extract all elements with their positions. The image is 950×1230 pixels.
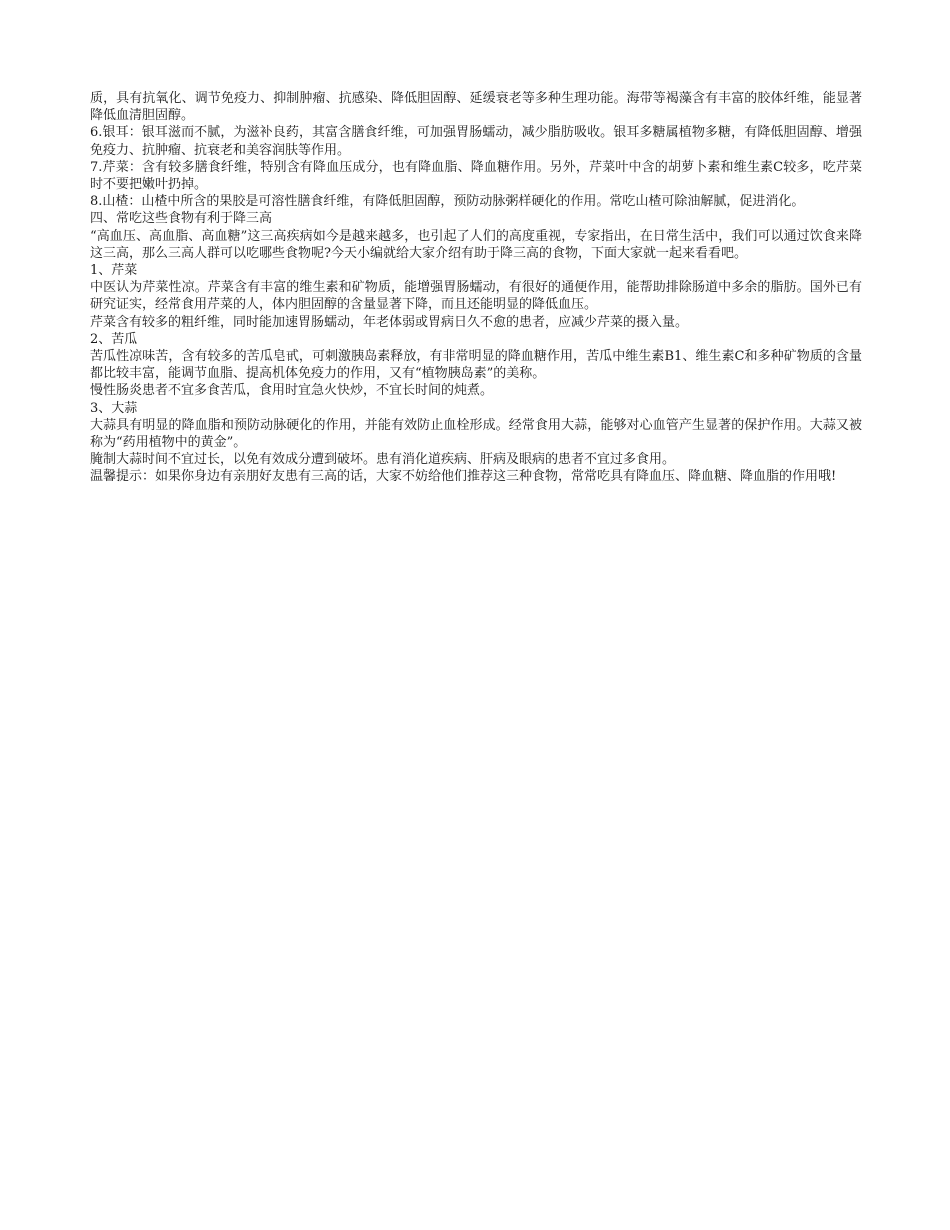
subheading-garlic: 3、大蒜 (90, 400, 138, 416)
paragraph-item-7-celery: 7.芹菜：含有较多膳食纤维，特别含有降血压成分，也有降血脂、降血糖作用。另外，芹菜叶中含的胡萝卜素和维生素C较多，吃芹菜时不要把嫩叶扔掉。 (90, 159, 862, 193)
paragraph-bitter-melon-benefits: 苦瓜性凉味苦，含有较多的苦瓜皂甙，可刺激胰岛素释放，有非常明显的降血糖作用，苦瓜中维生素B1、维生素C和多种矿物质的含量都比较丰富，能调节血脂、提高机体免疫力的作用，又有“植物胰岛素”的美称。 (90, 349, 862, 382)
paragraph-item-8-hawthorn: 8.山楂：山楂中所含的果胶是可溶性膳食纤维，有降低胆固醇，预防动脉粥样硬化的作用。常吃山楂可除油解腻，促进消化。 (90, 194, 805, 210)
paragraph-continuation: 质，具有抗氧化、调节免疫力、抑制肿瘤、抗感染、降低胆固醇、延缓衰老等多种生理功能。海带等褐藻含有丰富的胶体纤维，能显著降低血清胆固醇。 (90, 91, 862, 124)
paragraph-celery-benefits: 中医认为芹菜性凉。芹菜含有丰富的维生素和矿物质，能增强胃肠蠕动，有很好的通便作用，能帮助排除肠道中多余的脂肪。国外已有研究证实，经常食用芹菜的人，体内胆固醇的含量显著下降，而且还能明显的降低血压。 (90, 280, 862, 313)
paragraph-celery-caution: 芹菜含有较多的粗纤维，同时能加速胃肠蠕动，年老体弱或胃病日久不愈的患者，应减少芹菜的摄入量。 (90, 314, 689, 330)
paragraph-garlic-benefits: 大蒜具有明显的降血脂和预防动脉硬化的作用，并能有效防止血栓形成。经常食用大蒜，能够对心血管产生显著的保护作用。大蒜又被称为“药用植物中的黄金”。 (90, 417, 862, 451)
paragraph-intro: “高血压、高血脂、高血糖”这三高疾病如今是越来越多，也引起了人们的高度重视，专家指出，在日常生活中，我们可以通过饮食来降这三高，那么三高人群可以吃哪些食物呢?今天小编就给大家介绍有助于降三高的食物，下面大家就一起来看看吧。 (90, 228, 862, 261)
subheading-bitter-melon: 2、苦瓜 (90, 331, 138, 347)
paragraph-tip: 温馨提示：如果你身边有亲朋好友患有三高的话，大家不妨给他们推荐这三种食物，常常吃具有降血压、降血糖、降血脂的作用哦! (90, 469, 837, 485)
section-heading: 四、常吃这些食物有利于降三高 (90, 211, 273, 227)
document-page (90, 90, 862, 486)
paragraph-garlic-caution: 腌制大蒜时间不宜过长，以免有效成分遭到破坏。患有消化道疾病、肝病及眼病的患者不宜过多食用。 (90, 452, 676, 468)
paragraph-item-6-tremella: 6.银耳：银耳滋而不腻，为滋补良药，其富含膳食纤维，可加强胃肠蠕动，减少脂肪吸收。银耳多糖属植物多糖，有降低胆固醇、增强免疫力、抗肿瘤、抗衰老和美容润肤等作用。 (90, 125, 862, 158)
paragraph-bitter-melon-caution: 慢性肠炎患者不宜多食苦瓜，食用时宜急火快炒，不宜长时间的炖煮。 (90, 383, 494, 399)
subheading-celery: 1、芹菜 (90, 263, 138, 279)
